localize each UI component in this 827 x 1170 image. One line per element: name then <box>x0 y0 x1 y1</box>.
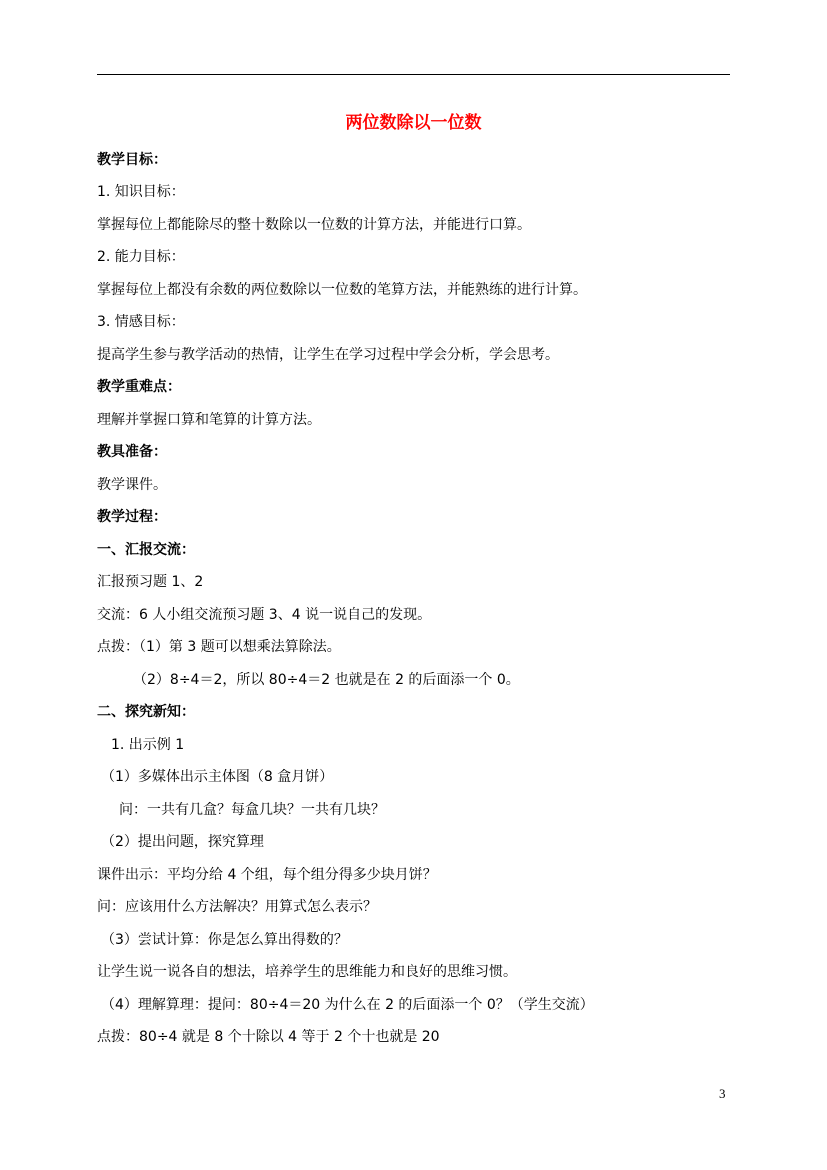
step-2-courseware: 课件出示：平均分给 4 个组，每个组分得多少块月饼？ <box>97 867 437 883</box>
section-1-heading: 一、汇报交流： <box>97 542 195 558</box>
heading-materials: 教具准备： <box>97 444 167 460</box>
step-1: （1）多媒体出示主体图（8 盒月饼） <box>101 769 334 785</box>
section-2-heading: 二、探究新知： <box>97 704 195 720</box>
step-2: （2）提出问题，探究算理 <box>101 834 264 850</box>
step-3-text: 让学生说一说各自的想法，培养学生的思维能力和良好的思维习惯。 <box>97 964 517 980</box>
step-4-hint: 点拨：80÷4 就是 8 个十除以 4 等于 2 个十也就是 20 <box>97 1029 440 1045</box>
goal-2-label: 2. 能力目标： <box>97 249 185 265</box>
step-2-question: 问：应该用什么方法解决？用算式怎么表示？ <box>97 899 377 915</box>
goal-1-text: 掌握每位上都能除尽的整十数除以一位数的计算方法，并能进行口算。 <box>97 217 531 233</box>
document-title: 两位数除以一位数 <box>345 113 482 133</box>
section-1-line-4: （2）8÷4＝2，所以 80÷4＝2 也就是在 2 的后面添一个 0。 <box>133 672 520 688</box>
page-number: 3 <box>719 1086 726 1101</box>
section-1-line-3: 点拨：（1）第 3 题可以想乘法算除法。 <box>97 639 341 655</box>
heading-process: 教学过程： <box>97 509 167 525</box>
goal-1-label: 1. 知识目标： <box>97 184 185 200</box>
goal-3-label: 3. 情感目标： <box>97 314 185 330</box>
materials-text: 教学课件。 <box>97 477 167 493</box>
step-4: （4）理解算理：提问：80÷4＝20 为什么在 2 的后面添一个 0？（学生交流） <box>101 997 594 1013</box>
section-1-line-2: 交流：6 人小组交流预习题 3、4 说一说自己的发现。 <box>97 607 432 623</box>
example-1-label: 1. 出示例 1 <box>111 737 185 753</box>
header-rule <box>97 74 730 75</box>
step-3: （3）尝试计算：你是怎么算出得数的？ <box>101 932 348 948</box>
goal-2-text: 掌握每位上都没有余数的两位数除以一位数的笔算方法，并能熟练的进行计算。 <box>97 282 587 298</box>
section-1-line-1: 汇报预习题 1、2 <box>97 574 204 590</box>
heading-key-points: 教学重难点： <box>97 379 181 395</box>
goal-3-text: 提高学生参与教学活动的热情，让学生在学习过程中学会分析，学会思考。 <box>97 347 559 363</box>
heading-teaching-goals: 教学目标： <box>97 152 167 168</box>
key-points-text: 理解并掌握口算和笔算的计算方法。 <box>97 412 321 428</box>
step-1-question: 问：一共有几盒？每盒几块？一共有几块？ <box>119 802 385 818</box>
